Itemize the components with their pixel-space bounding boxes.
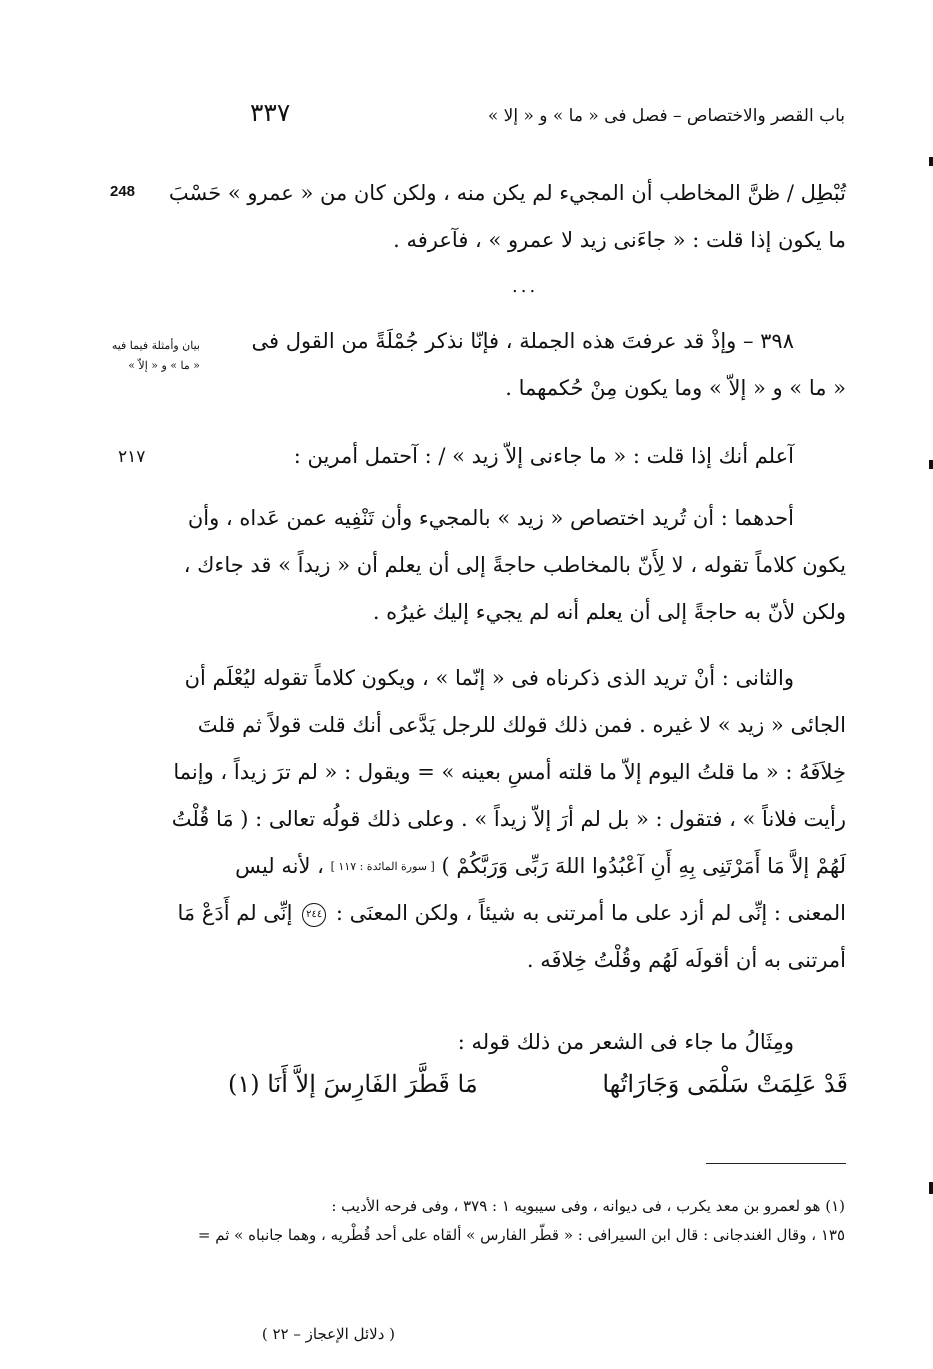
paragraph xyxy=(218,1019,846,1066)
paragraph xyxy=(171,655,846,984)
section-separator: ... xyxy=(512,276,539,297)
text-run: ، لأنه ليس xyxy=(235,854,324,878)
hemistich-second: مَا قَطَّرَ الفَارِسَ إلاَّ أَنَا (١) xyxy=(228,1070,478,1098)
text-line: رأيت فلاناً » ، فتقول : « بل لم أرَ إلاّ زيداً » . وعلى ذلك قولُه تعالى : ( مَا قُلْتُ xyxy=(171,807,846,831)
text-line: أحدهما : أن تُريد اختصاص « زيد » بالمجيء وأن تَنْفِيه عمن عَداه ، وأن xyxy=(187,506,794,530)
quran-quote: لَهُمْ إلاَّ مَا أَمَرْتَنِى بِهِ أَنِ آعْبُدُوا اللهَ رَبِّى وَرَبَّكُمْ ) xyxy=(441,854,846,878)
scan-edge-mark xyxy=(929,1182,933,1194)
quran-reference: [ سورة المائدة : ١١٧ ] xyxy=(330,860,435,873)
printer-signature: ( دلائل الإعجاز – ٢٢ ) xyxy=(261,1325,395,1343)
text-line: ومِثَالُ ما جاء فى الشعر من ذلك قوله : xyxy=(457,1030,794,1054)
scan-edge-mark xyxy=(929,460,933,469)
paragraph xyxy=(218,433,846,480)
side-note-line: « ما » و « إلاّ » xyxy=(128,359,200,372)
paragraph xyxy=(168,170,846,264)
side-note-line: بيان وأمثلة فيما فيه xyxy=(111,339,200,352)
paragraph-number-marker: ٢٤٤ xyxy=(302,903,326,927)
hemistich-first: قَدْ عَلِمَتْ سَلْمَى وَجَارَاتُها xyxy=(602,1070,848,1098)
footnote-divider xyxy=(706,1163,846,1164)
text-line: خِلاَفَهُ : « ما قلتُ اليوم إلاّ ما قلته أمسِ بعينه » = ويقول : « لم ترَ زيداً ، وإنما xyxy=(173,760,846,784)
paragraph xyxy=(218,318,846,412)
scan-edge-mark xyxy=(929,157,933,166)
footnote-line: (١) هو لعمرو بن معد يكرب ، فى ديوانه ، وفى سيبويه ١ : ٣٧٩ ، وفى فرحه الأديب : xyxy=(331,1197,845,1215)
original-page-number: 248 xyxy=(110,183,136,200)
text-run: المعنى : إنِّى لم أزد على ما أمرتنى به شيئاً ، ولكن المعنَى : xyxy=(335,901,846,925)
text-line: الجائى « زيد » لا غيره . فمن ذلك قولك للرجل يَدَّعى أنك قلت قولاً ثم قلتَ xyxy=(197,713,846,737)
running-head xyxy=(240,98,845,134)
text-run: إنِّى لم أَدَعْ مَا xyxy=(177,901,293,925)
text-line xyxy=(177,890,846,937)
text-line: تُبْطِل / ظنَّ المخاطب أن المجيء لم يكن منه ، ولكن كان من « عمرو » حَسْبَ xyxy=(168,181,846,205)
page-number: ٣٣٧ xyxy=(250,98,291,127)
text-line: والثانى : أنْ تريد الذى ذكرناه فى « إنّما » ، ويكون كلاماً تقوله ليُعْلَم أن xyxy=(184,666,794,690)
side-note xyxy=(70,336,200,376)
running-title: باب القصر والاختصاص – فصل فى « ما » و « إلا » xyxy=(487,106,845,126)
text-line: يكون كلاماً تقوله ، لا لِأَنّ بالمخاطب حاجةً إلى أن يعلم أن « زيداً » قد جاءك ، xyxy=(183,553,846,577)
footnote-line: ١٣٥ ، وقال الغندجانى : قال ابن السيرافى : « قطّر الفارس » ألقاه على أحد قُطْريه ، وهما جانباه » ثم = xyxy=(197,1226,845,1244)
original-page-number: ٢١٧ xyxy=(118,447,146,467)
paragraph xyxy=(183,495,846,636)
text-line: أمرتنى به أن أقولَه لَهُم وقُلْتُ خِلافَه . xyxy=(526,948,846,972)
text-line: ولكن لأنّ به حاجةً إلى أن يعلم أنه لم يجيء إليك غيرُه . xyxy=(372,600,846,624)
text-line: ٣٩٨ – وإذْ قد عرفتَ هذه الجملة ، فإنّا نذكر جُمْلَةً من القول فى xyxy=(251,329,794,353)
text-line xyxy=(218,843,846,890)
poem-verse xyxy=(228,1070,848,1120)
text-line: « ما » و « إلاّ » وما يكون مِنْ حُكمهما . xyxy=(505,376,846,400)
text-line: آعلم أنك إذا قلت : « ما جاءنى إلاّ زيد » / : آحتمل أمرين : xyxy=(293,444,794,468)
text-line: ما يكون إذا قلت : « جاءَنى زيد لا عمرو » ، فآعرفه . xyxy=(393,228,846,252)
footnotes xyxy=(197,1192,845,1250)
